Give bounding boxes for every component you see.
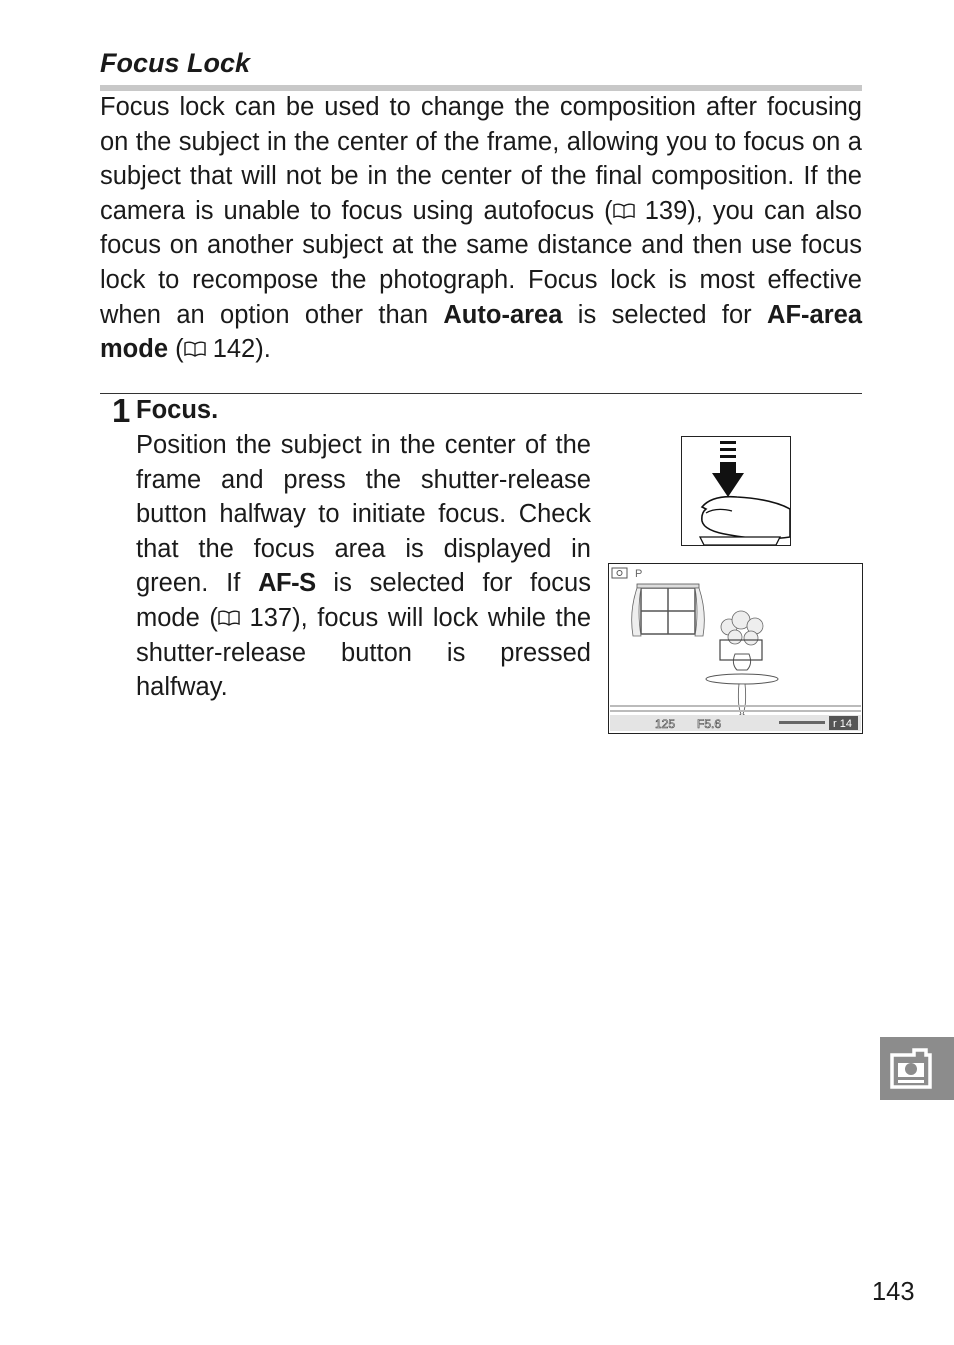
exposure-indicator bbox=[779, 721, 825, 724]
frames-remaining: r 14 bbox=[833, 718, 852, 730]
auto-area-term: Auto-area bbox=[443, 300, 563, 329]
intro-text-5: ). bbox=[255, 335, 271, 364]
af-s-term: AF-S bbox=[258, 569, 316, 598]
step-title: Focus. bbox=[136, 396, 219, 424]
section-title: Focus Lock bbox=[100, 48, 251, 78]
shooting-mode: P bbox=[635, 568, 643, 580]
step-text-3: ), focus will lock while the shutter-release button is pressed halfway. bbox=[136, 603, 591, 702]
af-area-mode-term: AF-area mode bbox=[100, 300, 862, 364]
step-number: 1 bbox=[112, 392, 131, 429]
intro-text-1: Focus lock can be used to change the composition after focusing on the subject in the center of the frame, allowing you to focus on a subject that will not be in the center of the final composition. If the camera is unable to focus using autofocus ( bbox=[100, 93, 862, 225]
step-text-2: is selected for focus mode ( bbox=[136, 569, 591, 632]
camera-icon bbox=[892, 1050, 930, 1087]
step-instructions bbox=[136, 428, 591, 705]
page-reference-139: 139 bbox=[644, 196, 688, 225]
page-reference-142: 142 bbox=[212, 335, 256, 364]
chapter-tab bbox=[880, 1037, 954, 1100]
step-divider bbox=[100, 393, 862, 394]
intro-paragraph bbox=[100, 90, 862, 367]
intro-text-3: is selected for bbox=[562, 300, 768, 329]
book-icon bbox=[184, 341, 206, 357]
page-reference-137: 137 bbox=[249, 603, 293, 632]
book-icon bbox=[218, 610, 240, 626]
page-number: 143 bbox=[872, 1278, 915, 1306]
shutter-speed: 125 bbox=[655, 717, 676, 731]
shutter-half-press-illustration bbox=[681, 436, 791, 546]
book-icon bbox=[613, 203, 635, 219]
viewfinder-illustration bbox=[608, 563, 863, 734]
aperture: F5.6 bbox=[697, 717, 722, 731]
intro-text-2: ), you can also focus on another subject at the same distance and then use focus lock to recompose the photograph. Focus lock is most effective when an option other than bbox=[100, 196, 862, 329]
step-text-1: Position the subject in the center of the frame and press the shutter-release button halfway to initiate focus. Check that the focus area is displayed in green. If bbox=[136, 431, 591, 598]
intro-text-4: ( bbox=[168, 335, 184, 364]
